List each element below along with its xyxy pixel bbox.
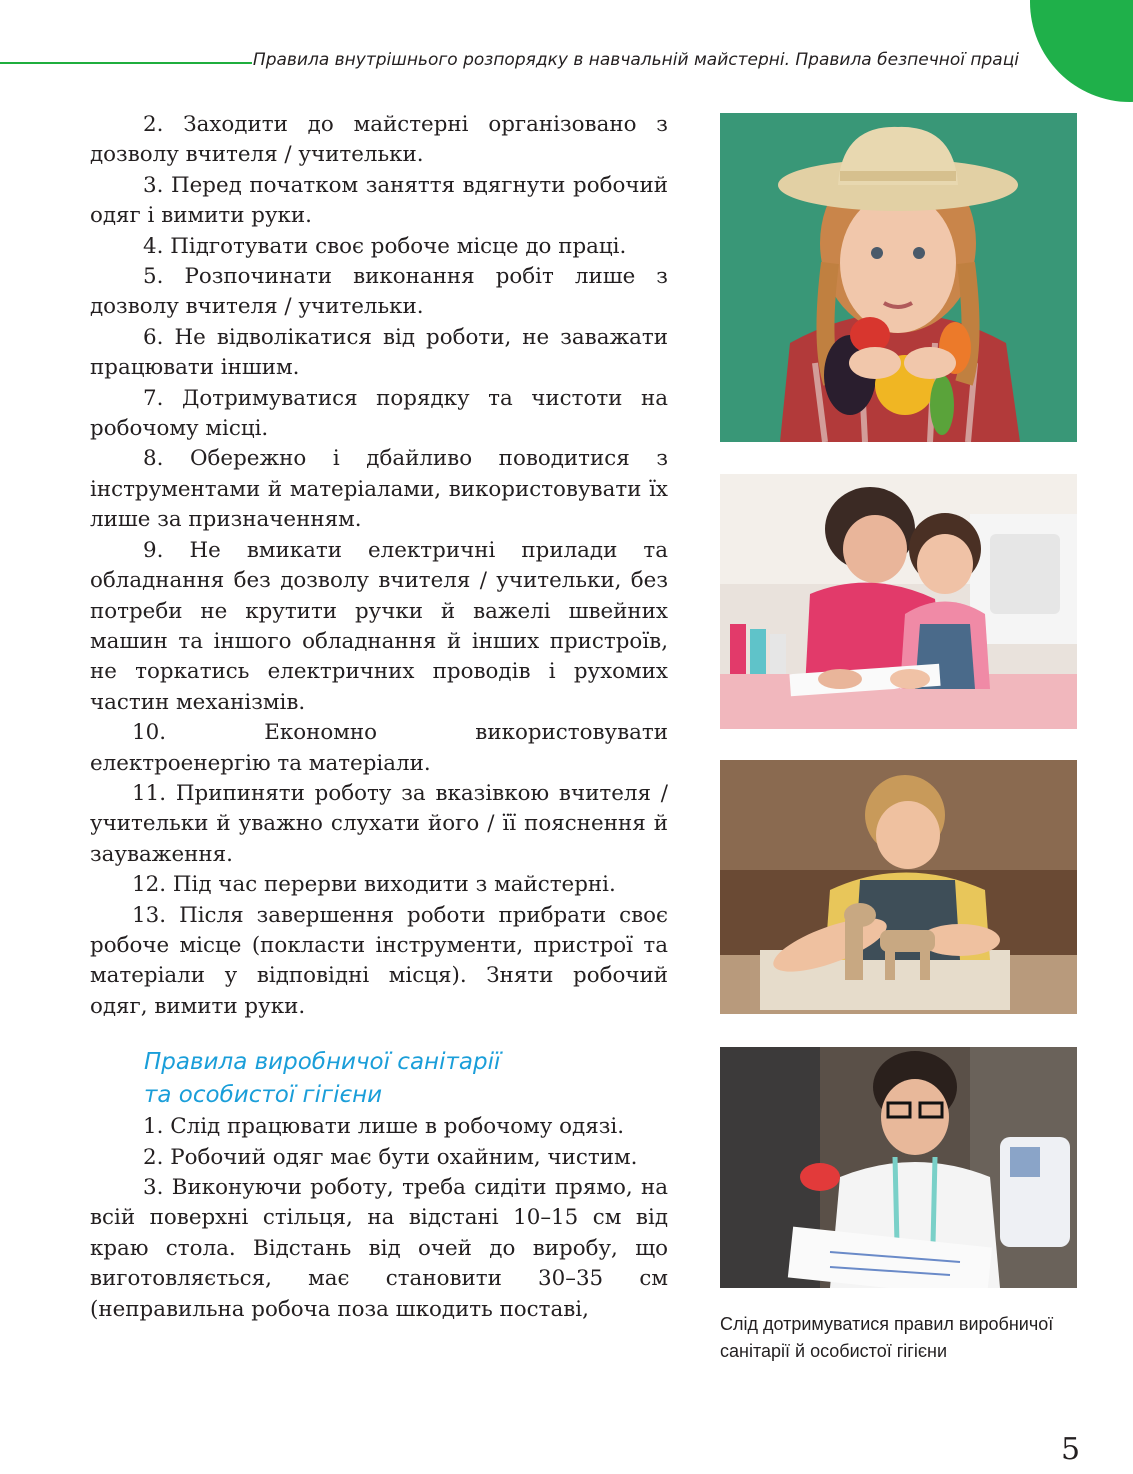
header-rule [0,62,252,64]
section-heading [144,1046,668,1112]
photo-boy-tailor [720,1047,1077,1288]
rule-item: 13. Після завершення роботи прибрати своє робоче місце (покласти інструменти, пристрої та матеріали у відповідні місця). Зняти робочий одяг, вимити руки. [90,902,668,1019]
rule-item: 3. Перед початком заняття вдягнути робочий одяг і вимити руки. [90,172,668,229]
main-text-column [90,110,668,1325]
rule-item: 11. Припиняти роботу за вказівкою вчителя / учительки й уважно слухати його / її пояснення й зауваження. [90,780,668,867]
rule-item: 7. Дотримуватися порядку та чистоти на робочому місці. [90,385,668,442]
rules-list [90,110,668,1022]
photo-boy-clay [720,760,1077,1014]
rule-item: 12. Під час перерви виходити з майстерні. [132,872,616,898]
rule-item: 2. Заходити до майстерні організовано з дозволу вчителя / учительки. [90,112,668,168]
hygiene-item: 3. Виконуючи роботу, треба сидіти прямо, на всій поверхні стільця, на відстані 10–15 см від краю стола. Відстань від очей до виробу, що виготовляється, має становити 30–35 см (неправильна робоча поза шкодить поставі, [90,1175,668,1322]
corner-decoration [1030,0,1133,102]
photo-girl-vegetables [720,113,1077,442]
photo-sewing-class [720,474,1077,729]
rule-item: 5. Розпочинати виконання робіт лише з дозволу вчителя / учительки. [90,264,668,320]
rule-item: 4. Підготувати своє робоче місце до праці. [143,233,627,259]
rule-item: 8. Обережно і дбайливо поводитися з інструментами й матеріалами, використовувати їх лише за призначенням. [90,446,668,533]
photo-caption: Слід дотримуватися правил виробничої санітарії й особистої гігієни [720,1314,1054,1361]
hygiene-item: 2. Робочий одяг має бути охайним, чистим. [143,1144,638,1170]
section-heading-line: Правила виробничої санітарії [144,1049,501,1076]
page-number: 5 [1061,1432,1081,1467]
hygiene-item: 1. Слід працювати лише в робочому одязі. [143,1114,625,1140]
hygiene-list [90,1112,668,1325]
section-heading-line: та особистої гігієни [144,1082,383,1109]
rule-item: 6. Не відволікатися від роботи, не заважати працювати іншим. [90,324,668,381]
running-header: Правила внутрішнього розпорядку в навчальній майстерні. Правила безпечної праці [252,50,1019,70]
rule-item: 9. Не вмикати електричні прилади та обладнання без дозволу вчителя / учительки, без потреби не крутити ручки й важелі швейних машин та іншого обладнання й інших пристроїв, не торкатись електричних проводів і рухомих частин механізмів. [90,537,668,715]
rule-item: 10. Економно використовувати електроенергію та матеріали. [90,720,668,776]
